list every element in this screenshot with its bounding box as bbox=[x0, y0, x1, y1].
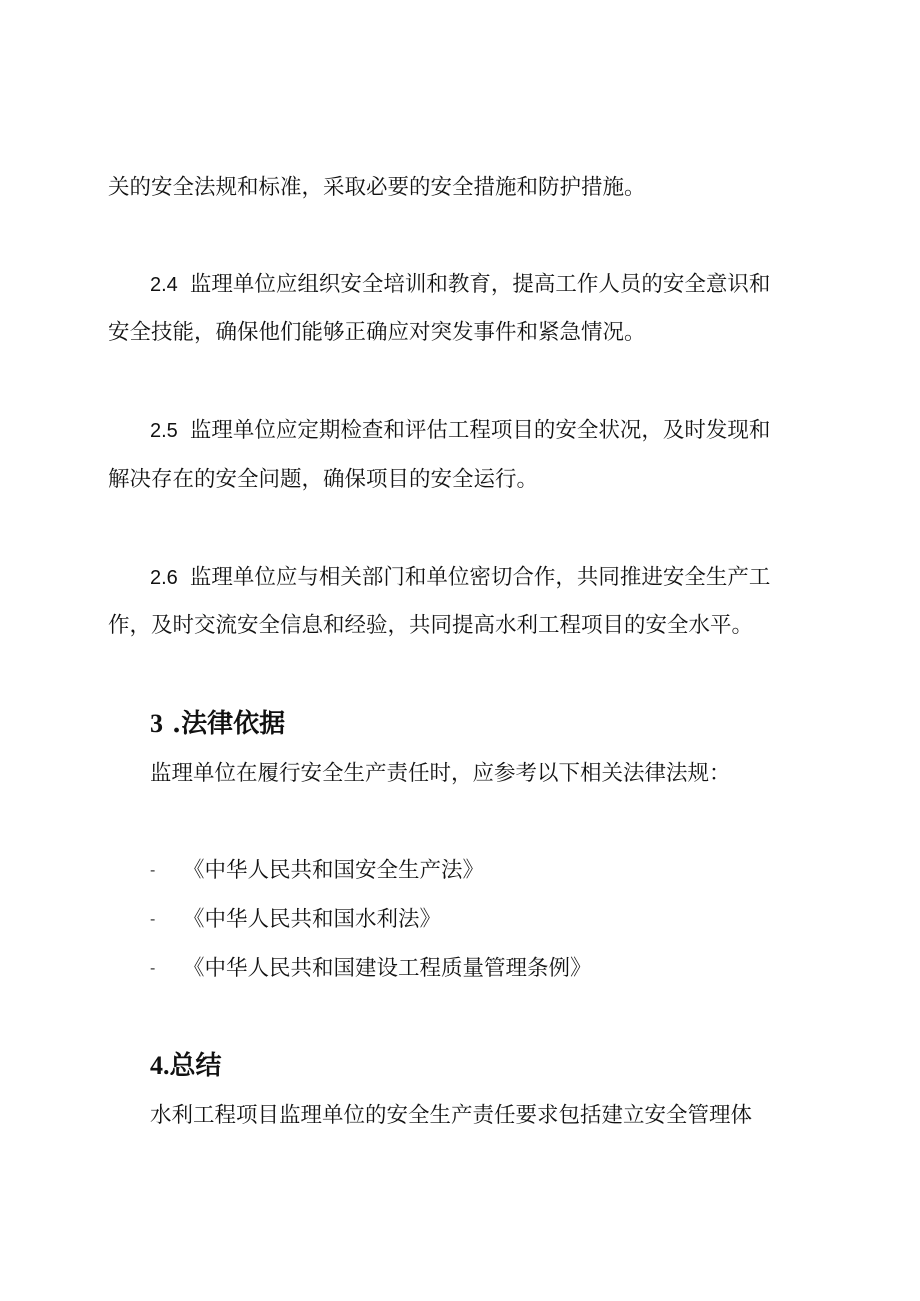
paragraph-2-4-text: 监理单位应组织安全培训和教育，提高工作人员的安全意识和 bbox=[189, 272, 771, 297]
bullet-marker: - bbox=[150, 960, 156, 977]
paragraph-2-6-text: 监理单位应与相关部门和单位密切合作，共同推进安全生产工 bbox=[189, 565, 771, 590]
section-4-heading bbox=[150, 1049, 222, 1083]
section-4-line-1: 水利工程项目监理单位的安全生产责任要求包括建立安全管理体 bbox=[150, 1103, 753, 1128]
bullet-marker: - bbox=[150, 862, 156, 879]
paragraph-2-5-line-2: 解决存在的安全问题，确保项目的安全运行。 bbox=[108, 467, 539, 492]
bullet-marker: - bbox=[150, 911, 156, 928]
section-3-intro: 监理单位在履行安全生产责任时，应参考以下相关法律法规： bbox=[150, 761, 731, 786]
paragraph-2-6-line-2: 作，及时交流安全信息和经验，共同提高水利工程项目的安全水平。 bbox=[108, 613, 754, 638]
section-3-heading bbox=[150, 707, 285, 741]
paragraph-2-5-line-1 bbox=[150, 416, 860, 446]
paragraph-2-6-number: 2.6 bbox=[150, 567, 178, 589]
paragraph-2-5-text: 监理单位应定期检查和评估工程项目的安全状况，及时发现和 bbox=[189, 418, 771, 443]
paragraph-2-6-line-1 bbox=[150, 563, 860, 593]
law-list-item: 《中华人民共和国建设工程质量管理条例》 bbox=[183, 956, 592, 981]
section-3-title: .法律依据 bbox=[163, 709, 286, 739]
paragraph-2-5-number: 2.5 bbox=[150, 420, 178, 442]
paragraph-2-4-line-1 bbox=[150, 270, 860, 300]
section-4-title: 总结 bbox=[169, 1051, 222, 1081]
section-3-number: 3 bbox=[150, 709, 163, 738]
paragraph-2-3-line-2: 关的安全法规和标准，采取必要的安全措施和防护措施。 bbox=[108, 175, 646, 200]
law-list-item: 《中华人民共和国安全生产法》 bbox=[183, 858, 485, 883]
law-list-item: 《中华人民共和国水利法》 bbox=[183, 907, 442, 932]
paragraph-2-4-line-2: 安全技能，确保他们能够正确应对突发事件和紧急情况。 bbox=[108, 320, 646, 345]
paragraph-2-4-number: 2.4 bbox=[150, 274, 178, 296]
section-4-number: 4. bbox=[150, 1051, 170, 1080]
